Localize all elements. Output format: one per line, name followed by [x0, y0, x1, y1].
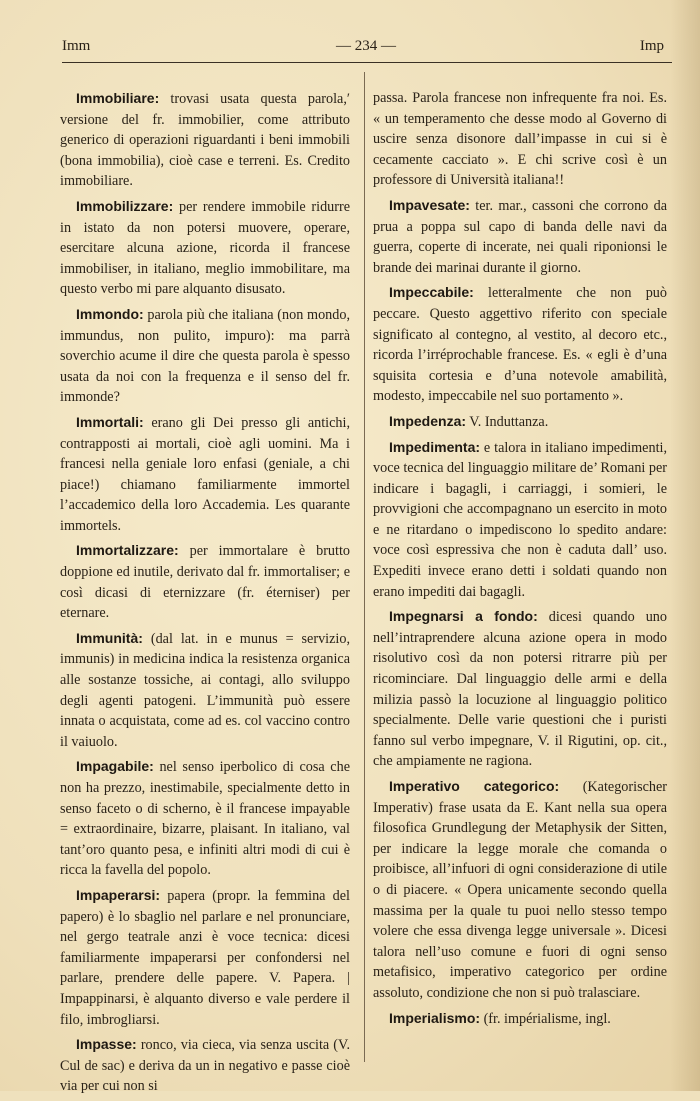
- definition: erano gli Dei presso gli antichi, contrapposti ai mortali, cioè agli uomini. Ma i francesi nella geniale loro enfasi (geniale, a chi piace!) chiamano familiarmente immortel l’accademico della loro Accademia. Les quarante immortels.: [60, 414, 350, 534]
- entry-immortali: [60, 412, 350, 537]
- definition: (dal lat. in e munus = servizio, immunis) in medicina indica la resistenza organica alle sostanze tossiche, ai contagi, allo sviluppo degli agenti patogeni. L’immunità può essere innata o acquistata, come ad es. col vaccino contro il vaiuolo.: [60, 630, 350, 750]
- definition: papera (propr. la femmina del papero) è lo sbaglio nel parlare e nel pronunciare, nel gergo teatrale anzi è voce tecnica: dicesi familiarmente impaperarsi per confondersi nel parlare, prendere delle papere. V. Papera. | Impappinarsi, è alquanto diverso e vale perdere il filo, imbrogliarsi.: [60, 887, 350, 1028]
- headword: Immobilizzare:: [76, 197, 174, 214]
- definition: dicesi quando uno nell’intraprendere alcuna azione opera in modo risolutivo così da non potersi ritrarre più per ricominciare. Dal linguaggio delle armi e della milizia passò la locuzione al linguaggio politico specialmente. Delle varie questioni che i puristi fanno sul verbo impegnare, V. il Rigutini, op. cit., che ampiamente ne ragiona.: [373, 609, 667, 770]
- running-header: [60, 38, 672, 64]
- definition: ter. mar., cassoni che corrono da prua a poppa sul capo di banda delle navi da guerra, coperte di incerate, nei quali riponionsi le brande dei marinai durante il giorno.: [373, 197, 667, 276]
- entry-immortalizzare: [60, 540, 350, 623]
- headword: Impaperarsi:: [76, 886, 161, 903]
- definition: parola più che italiana (non mondo, immundus, non pulito, impuro): ma parrà soverchio acume il dire che questa parola è spesso usata da noi con la frequenza e il senso del fr. immonde?: [60, 306, 350, 406]
- entry-immobiliare: [60, 88, 350, 192]
- header-rule: [62, 62, 672, 63]
- entry-immondo: [60, 304, 350, 408]
- left-column: [60, 88, 350, 1101]
- page-number: — 234 —: [336, 38, 396, 54]
- entry-impedimenta: [373, 437, 667, 603]
- headword: Impegnarsi a fondo:: [389, 608, 538, 625]
- definition: passa. Parola francese non infrequente fra noi. Es. « un temperamento che desse modo al Governo di uscire senza disonore dall’impasse in cui si è cecamente cacciato ». E chi scrive così è un professore di Università italiana!!: [373, 90, 667, 189]
- headword: Immobiliare:: [76, 90, 160, 106]
- headword: Imperialismo:: [389, 1009, 481, 1026]
- header-right-guideword: Imp: [639, 38, 664, 54]
- definition: (Kategorischer Imperativ) frase usata da E. Kant nella sua opera filosofica Grundlegung der Metaphysik der Sitten, per indicare la legge morale che comanda o proibisce, all’infuori di ogni considerazione di utile o di piacere. « Opera unicamente secondo quella massima per la quale tu puoi nello stesso tempo volere che essa divenga legge universale ». Dicesi talora nell’uso comune e fuori di ogni senso metafisico, imperativo categorico per ordine assoluto, condizione che non si può tralasciare.: [373, 779, 667, 1001]
- entry-imperativo-categorico: [373, 776, 667, 1004]
- definition: per immortalare è brutto doppione ed inutile, derivato dal fr. immortaliser; e così dicasi di eternizzare (fr. éterniser) per eternare.: [60, 543, 350, 622]
- entry-impavesate: [373, 195, 667, 278]
- definition: nel senso iperbolico di cosa che non ha prezzo, inestimabile, specialmente detto in senso faceto o di scherno, è il francese impayable = extraordinaire, bizarre, plaisant. In italiano, val tant’oro quanto pesa, e infiniti altri modi di cui è ricca la favella del popolo.: [60, 759, 350, 879]
- headword: Impasse:: [76, 1036, 137, 1053]
- header-left-guideword: Imm: [62, 38, 91, 54]
- headword: Immortali:: [76, 413, 144, 430]
- entry-impagabile: [60, 756, 350, 881]
- definition: per rendere immobile ridurre in istato da non potersi muovere, operare, esercitare alcuna azione, ricorda il francese immobiliser, in italiano, meglio immobilitare, ma questo verbo mi pare alquanto disusato.: [60, 198, 350, 298]
- definition: trovasi usata questa parola,ʹ versione del fr. immobilier, come attributo generico di operazioni riguardanti i beni immobili (bona immobilia), cioè case e terreni. Es. Credito immobiliare.: [60, 91, 350, 190]
- definition: e talora in italiano impedimenti, voce tecnica del linguaggio militare de’ Romani per indicare i bagagli, i carriaggi, i somieri, le provvigioni che accompagnano un esercito in moto e ne ritardano o impediscono lo spedito andare: voce così espressiva che non è caduta dall’ uso. Expediti invece erano detti i soldati quando non erano impediti dai bagagli.: [373, 439, 668, 600]
- definition: letteralmente che non può peccare. Questo aggettivo riferito con speciale significato al contegno, al vestito, al decoro etc., ricorda l’irréprochable francese. Es. « egli è d’una squisita cortesia e d’una notevole amabilità, modesto, impeccabile nel suo portamento ».: [373, 285, 667, 405]
- headword: Immondo:: [76, 305, 144, 322]
- headword: Impagabile:: [76, 758, 154, 775]
- headword: Imperativo categorico:: [389, 778, 560, 794]
- column-divider: [364, 72, 365, 1062]
- headword: Immunità:: [76, 629, 143, 646]
- headword: Impeccabile:: [389, 284, 474, 301]
- entry-imperialismo: [373, 1008, 667, 1030]
- entry-impaperarsi: [60, 885, 350, 1030]
- entry-impedenza: [373, 411, 667, 433]
- page-edge-shadow: [670, 0, 700, 1091]
- definition: ronco, via cieca, via senza uscita (V. Cul de sac) e deriva da un in negativo e passe cioè via per cui non si: [60, 1037, 350, 1095]
- entry-impeccabile: [373, 282, 667, 407]
- entry-immobilizzare: [60, 196, 350, 300]
- headword: Impavesate:: [389, 196, 470, 213]
- definition: (fr. impérialisme, ingl.: [480, 1010, 611, 1027]
- headword: Impedimenta:: [389, 438, 481, 455]
- entry-impasse-continued: [373, 88, 667, 191]
- entry-impasse: [60, 1034, 350, 1097]
- definition: V. Induttanza.: [466, 413, 549, 430]
- headword: Immortalizzare:: [76, 542, 179, 559]
- entry-immunita: [60, 628, 350, 753]
- entry-impegnarsi-a-fondo: [373, 606, 667, 772]
- right-column: [373, 88, 667, 1033]
- headword: Impedenza:: [389, 412, 467, 429]
